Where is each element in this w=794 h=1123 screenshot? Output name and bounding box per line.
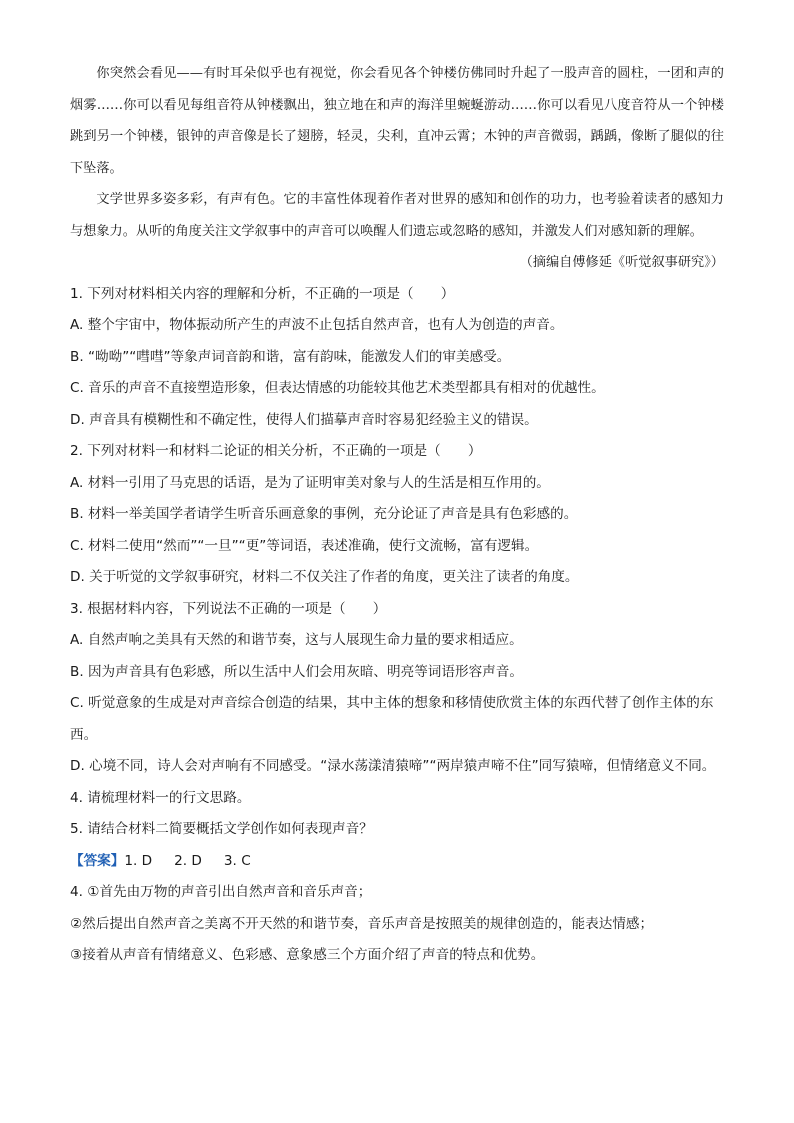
question-2-stem: 2. 下列对材料一和材料二论证的相关分析，不正确的一项是（ ） — [70, 443, 482, 459]
answer-row — [70, 846, 724, 878]
answer-3: 3. C — [223, 852, 251, 869]
answer-1: 1. D — [124, 852, 153, 869]
question-3-option-b: B. 因为声音具有色彩感，所以生活中人们会用灰暗、明亮等词语形容声音。 — [70, 663, 523, 680]
question-2-option-a: A. 材料一引用了马克思的话语，是为了证明审美对象与人的生活是相互作用的。 — [70, 474, 550, 491]
question-1 — [70, 279, 724, 437]
question-1-stem: 1. 下列对材料相关内容的理解和分析，不正确的一项是（ ） — [70, 285, 455, 302]
passage-source: （摘编自傅修延《听觉叙事研究》） — [519, 255, 724, 270]
answer-tag: 【答案】 — [70, 852, 125, 869]
question-2-option-c: C. 材料二使用“然而”“一旦”“更”等词语，表述准确，使行文流畅，富有逻辑。 — [70, 537, 539, 554]
question-2-option-d: D. 关于听觉的文学叙事研究，材料二不仅关注了作者的角度，更关注了读者的角度。 — [70, 569, 579, 585]
question-3-option-a: A. 自然声响之美具有天然的和谐节奏，这与人展现生命力量的要求相适应。 — [70, 632, 523, 648]
answer-2: 2. D — [174, 852, 202, 869]
answer-4-step-3: ③接着从声音有情绪意义、色彩感、意象感三个方面介绍了声音的特点和优势。 — [70, 947, 545, 963]
question-3 — [70, 594, 724, 783]
question-3-stem: 3. 根据材料内容，下列说法不正确的一项是（ ） — [70, 600, 387, 617]
passage-paragraph-1: 你突然会看见——有时耳朵似乎也有视觉，你会看见各个钟楼仿佛同时升起了一股声音的圆柱，一团和声的烟雾……你可以看见每组音符从钟楼飘出，独立地在和声的海洋里蜿蜒游动……你可以看见八度音符从一个钟楼跳到另一个钟楼，银钟的声音像是长了翅膀，轻灵，尖利，直冲云霄；木钟的声音微弱，踽踽，像断了腿似的往下坠落。 — [70, 66, 724, 176]
passage-paragraph-2: 文学世界多姿多彩，有声有色。它的丰富性体现着作者对世界的感知和创作的功力，也考验着读者的感知力与想象力。从听的角度关注文学叙事中的声音可以唤醒人们遗忘或忽略的感知，并激发人们对感知新的理解。 — [70, 192, 724, 239]
answer-4-step-2: ②然后提出自然声音之美离不开天然的和谐节奏，音乐声音是按照美的规律创造的，能表达情感； — [70, 915, 654, 932]
question-1-option-a: A. 整个宇宙中，物体振动所产生的声波不止包括自然声音，也有人为创造的声音。 — [70, 317, 564, 333]
question-1-option-c: C. 音乐的声音不直接塑造形象，但表达情感的功能较其他艺术类型都具有相对的优越性。 — [70, 380, 605, 396]
question-1-option-d: D. 声音具有模糊性和不确定性，使得人们描摹声音时容易犯经验主义的错误。 — [70, 411, 538, 428]
question-3-option-d: D. 心境不同，诗人会对声响有不同感受。“渌水荡漾清猿啼”“两岸猿声啼不住”同写猿啼，但情绪意义不同。 — [70, 758, 716, 774]
question-2 — [70, 436, 724, 594]
question-1-option-b: B. “呦呦”“嘒嘒”等象声词音韵和谐，富有韵味，能激发人们的审美感受。 — [70, 348, 511, 365]
answer-section — [70, 846, 724, 972]
question-5: 5. 请结合材料二简要概括文学创作如何表现声音？ — [70, 821, 373, 837]
question-3-option-c: C. 听觉意象的生成是对声音综合创造的结果，其中主体的想象和移情使欣赏主体的东西代替了创作主体的东西。 — [70, 695, 714, 743]
answer-4-step-1: 4. ①首先由万物的声音引出自然声音和音乐声音； — [70, 884, 372, 900]
question-4: 4. 请梳理材料一的行文思路。 — [70, 789, 251, 806]
document-page — [70, 58, 724, 972]
question-2-option-b: B. 材料一举美国学者请学生听音乐画意象的事例，充分论证了声音是具有色彩感的。 — [70, 506, 578, 522]
